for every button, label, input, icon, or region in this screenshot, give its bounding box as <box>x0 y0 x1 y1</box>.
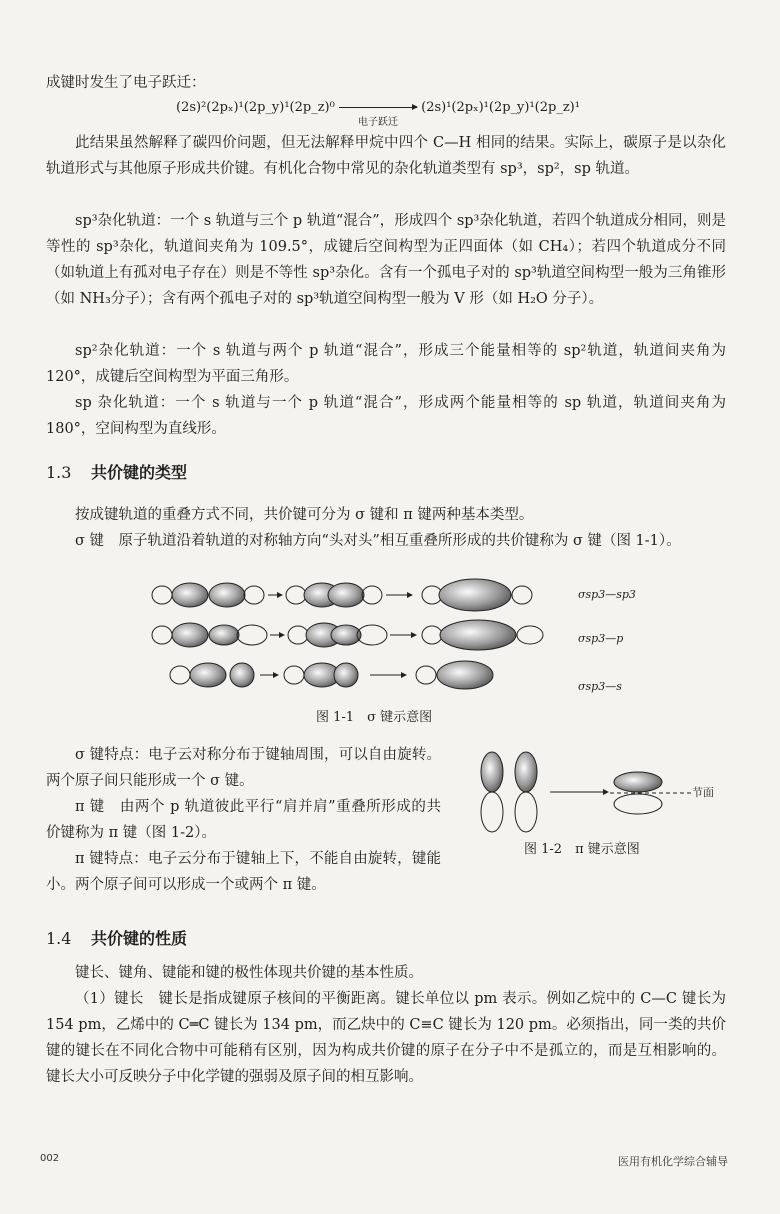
figure-1-1-caption: 图 1-1 σ 键示意图 <box>316 710 433 725</box>
book-title: 医用有机化学综合辅导 <box>618 1155 728 1168</box>
sigma-bond-figure <box>150 575 570 705</box>
page-number: 002 <box>40 1153 60 1164</box>
paragraph-sigma-definition: σ 键 原子轨道沿着轨道的对称轴方向“头对头”相互重叠所形成的共价键称为 σ 键（图 1-1）。 <box>75 533 681 549</box>
section-title: 共价键的类型 <box>91 463 188 482</box>
paragraph-pi-features: π 键特点：电子云分布于键轴上下，不能自由旋转，键能小。两个原子间可以形成一个或两个 π 键。 <box>46 851 441 893</box>
label-sigma-sp3-s: σsp3—s <box>578 680 622 693</box>
pi-bond-figure <box>470 750 710 840</box>
transition-arrow <box>339 107 417 128</box>
paragraph-sp: sp 杂化轨道：一个 s 轨道与一个 p 轨道“混合”，形成两个能量相等的 sp 轨道，轨道间夹角为 180°，空间构型为直线形。 <box>46 395 726 437</box>
label-sigma-sp3-p: σsp3—p <box>578 632 624 645</box>
sp3-sp3-row <box>152 579 532 611</box>
formula-right: (2s)¹(2pₓ)¹(2p_y)¹(2p_z)¹ <box>421 100 580 115</box>
sp3-s-row <box>170 661 493 689</box>
section-title: 共价键的性质 <box>91 929 188 948</box>
paragraph-bond-types: 按成键轨道的重叠方式不同，共价键可分为 σ 键和 π 键两种基本类型。 <box>75 507 534 523</box>
section-number: 1.4 <box>46 929 72 948</box>
figure-1-2-caption: 图 1-2 π 键示意图 <box>524 842 640 857</box>
intro-line: 成键时发生了电子跃迁： <box>46 75 206 91</box>
section-number: 1.3 <box>46 463 72 482</box>
section-1-3-heading <box>46 460 187 483</box>
paragraph-pi-definition: π 键 由两个 p 轨道彼此平行“肩并肩”重叠所形成的共价键称为 π 键（图 1-2）。 <box>46 799 441 841</box>
paragraph-sigma-features: σ 键特点：电子云对称分布于键轴周围，可以自由旋转。两个原子间只能形成一个 σ 键。 <box>46 747 441 789</box>
electron-transition-formula <box>176 100 580 128</box>
arrow-label: 电子跃迁 <box>357 117 398 128</box>
section-1-4-heading <box>46 926 187 949</box>
paragraph-bond-properties: 键长、键角、键能和键的极性体现共价键的基本性质。 <box>75 965 423 981</box>
paragraph-hybridization-intro: 此结果虽然解释了碳四价问题，但无法解释甲烷中四个 C—H 相同的结果。实际上，碳原子是以杂化轨道形式与其他原子形成共价键。有机化合物中常见的杂化轨道类型有 sp³，sp²，sp 轨道。 <box>46 135 726 177</box>
sp3-p-row <box>152 620 543 650</box>
formula-left: (2s)²(2pₓ)¹(2p_y)¹(2p_z)⁰ <box>176 100 335 115</box>
nodal-plane-label: 节面 <box>692 786 714 799</box>
paragraph-bond-length: （1）键长 键长是指成键原子核间的平衡距离。键长单位以 pm 表示。例如乙烷中的 C—C 键长为 154 pm，乙烯中的 C═C 键长为 134 pm，而乙炔中的 C≡C 键长为 120 pm。必须指出，同一类的共价键的键长在不同化合物中可能稍有区别，因为构成共价键的原子在分子中不是孤立的，而是互相影响的。键长大小可反映分子中化学键的强弱及原子间的相互影响。 <box>46 991 726 1085</box>
paragraph-sp2: sp²杂化轨道：一个 s 轨道与两个 p 轨道“混合”，形成三个能量相等的 sp²轨道，轨道间夹角为 120°，成键后空间构型为平面三角形。 <box>46 343 726 385</box>
paragraph-sp3: sp³杂化轨道：一个 s 轨道与三个 p 轨道“混合”，形成四个 sp³杂化轨道，若四个轨道成分相同，则是等性的 sp³杂化，轨道间夹角为 109.5°，成键后空间构型为正四面体（如 CH₄）；若四个轨道成分不同（如轨道上有孤对电子存在）则是不等性 sp³杂化。含有一个孤电子对的 sp³轨道空间构型一般为三角锥形（如 NH₃分子）；含有两个孤电子对的 sp³轨道空间构型一般为 V 形（如 H₂O 分子）。 <box>46 213 726 307</box>
label-sigma-sp3-sp3: σsp3—sp3 <box>578 588 636 601</box>
